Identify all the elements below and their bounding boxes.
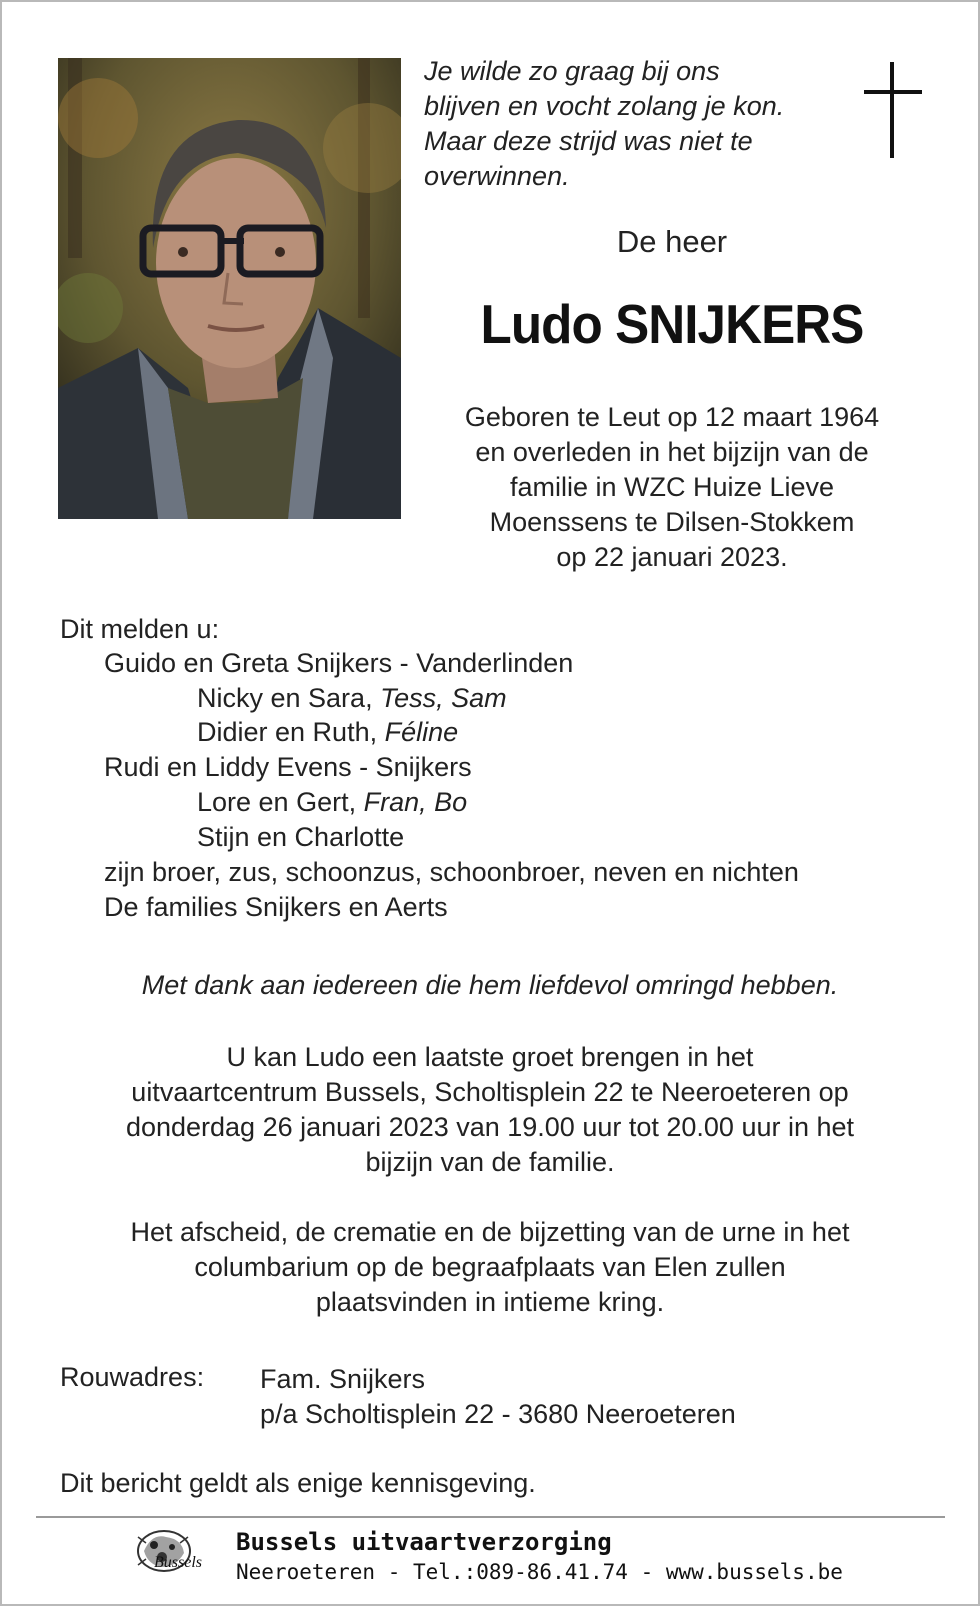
family-children: Tess, Sam	[380, 683, 507, 713]
company-contact: Neeroeteren - Tel.:089-86.41.74 - www.bussels.be	[236, 1560, 843, 1584]
family-line	[197, 717, 458, 748]
portrait-illustration	[58, 58, 401, 519]
notice-text: Dit bericht geldt als enige kennisgeving.	[60, 1468, 536, 1498]
family-line	[104, 648, 573, 679]
poem-line: blijven en vocht zolang je kon.	[424, 91, 785, 121]
family-line	[197, 822, 404, 853]
family-names: Lore en Gert,	[197, 787, 364, 817]
info-line: en overleden in het bijzijn van de	[475, 437, 869, 467]
family-line	[104, 752, 472, 783]
family-line	[104, 857, 799, 888]
family-line	[197, 787, 467, 818]
farewell-line: columbarium op de begraafplaats van Elen zullen	[194, 1252, 786, 1282]
announcers-label: Dit melden u:	[60, 614, 220, 644]
visitation-line: uitvaartcentrum Bussels, Scholtisplein 22 te Neeroeteren op	[131, 1077, 849, 1107]
visitation-line: donderdag 26 januari 2023 van 19.00 uur tot 20.00 uur in het	[125, 1112, 855, 1142]
family-children: Fran, Bo	[363, 787, 468, 817]
family-children: Féline	[384, 717, 459, 747]
family-names: Guido en Greta Snijkers - Vanderlinden	[104, 648, 574, 678]
family-line	[197, 683, 507, 714]
family-names: Rudi en Liddy Evens - Snijkers	[104, 752, 472, 782]
logo-text: Bussels	[154, 1554, 202, 1571]
footer-divider	[36, 1516, 945, 1518]
farewell-info	[40, 1215, 940, 1320]
info-line: op 22 januari 2023.	[556, 542, 788, 572]
family-names: zijn broer, zus, schoonzus, schoonbroer, neven en nichten	[104, 857, 799, 887]
family-names: De families Snijkers en Aerts	[104, 892, 448, 922]
deceased-name: Ludo SNIJKERS	[480, 293, 864, 355]
poem-line: Je wilde zo graag bij ons	[424, 56, 720, 86]
memorial-poem	[424, 54, 844, 194]
info-line: familie in WZC Huize Lieve	[509, 472, 835, 502]
family-names: Stijn en Charlotte	[197, 822, 405, 852]
mourning-address	[260, 1362, 736, 1432]
info-line: Geboren te Leut op 12 maart 1964	[464, 402, 880, 432]
poem-line: overwinnen.	[424, 161, 570, 191]
thanks-message: Met dank aan iedereen die hem liefdevol omringd hebben.	[141, 970, 839, 1000]
info-line: Moenssens te Dilsen-Stokkem	[489, 507, 855, 537]
visitation-line: U kan Ludo een laatste groet brengen in het	[226, 1042, 754, 1072]
farewell-line: plaatsvinden in intieme kring.	[315, 1287, 665, 1317]
address-line: Fam. Snijkers	[260, 1364, 426, 1394]
address-line: p/a Scholtisplein 22 - 3680 Neeroeteren	[260, 1399, 736, 1429]
portrait-photo	[58, 58, 401, 519]
honorific: De heer	[616, 224, 728, 259]
visitation-line: bijzijn van de familie.	[365, 1147, 615, 1177]
cross-icon	[864, 62, 922, 158]
mourning-address-label: Rouwadres:	[60, 1362, 205, 1392]
farewell-line: Het afscheid, de crematie en de bijzetting van de urne in het	[130, 1217, 850, 1247]
bussels-logo	[132, 1527, 220, 1583]
birth-death-info	[424, 400, 920, 575]
family-names: Nicky en Sara,	[197, 683, 381, 713]
poem-line: Maar deze strijd was niet te	[424, 126, 753, 156]
visitation-info	[40, 1040, 940, 1180]
family-names: Didier en Ruth,	[197, 717, 385, 747]
family-line	[104, 892, 448, 923]
company-name: Bussels uitvaartverzorging	[236, 1528, 612, 1556]
